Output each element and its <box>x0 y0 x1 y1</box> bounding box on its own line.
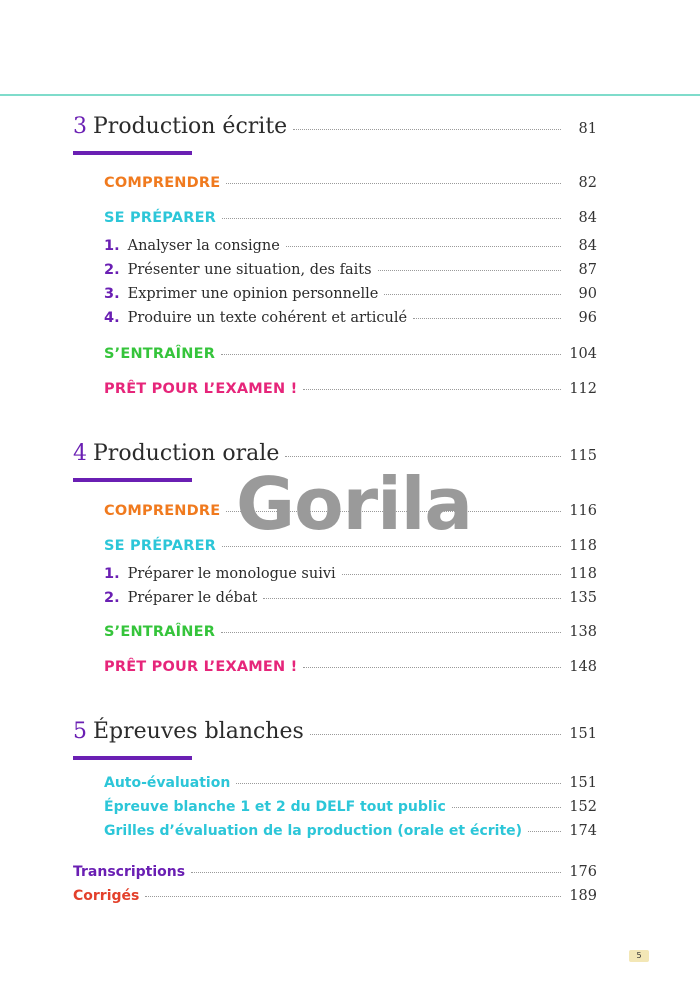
dot-leader <box>303 667 561 668</box>
page-ref: 96 <box>578 310 597 326</box>
item-number: 3. <box>104 286 120 302</box>
dot-leader <box>452 807 561 808</box>
toc-entry-epreuve-blanche[interactable] <box>0 799 700 815</box>
page-number-badge: 5 <box>629 950 649 962</box>
toc-entry-sentrainer[interactable] <box>0 624 700 640</box>
toc-entry-sentrainer[interactable] <box>0 346 700 362</box>
chapter-title: Production écrite <box>93 114 288 139</box>
toc-subentry[interactable] <box>0 566 700 582</box>
dot-leader <box>342 574 561 575</box>
page-ref: 152 <box>569 799 597 815</box>
toc-entry-grilles[interactable] <box>0 823 700 839</box>
entry-label: SE PRÉPARER <box>104 210 217 226</box>
page-ref: 189 <box>569 888 597 904</box>
dot-leader <box>222 218 561 219</box>
dot-leader <box>413 318 561 319</box>
entry-label: Auto-évaluation <box>104 775 231 791</box>
dot-leader <box>285 456 561 457</box>
toc-subentry[interactable] <box>0 238 700 254</box>
entry-label: Produire un texte cohérent et articulé <box>127 310 408 326</box>
toc-subentry[interactable] <box>0 286 700 302</box>
dot-leader <box>303 389 561 390</box>
item-number: 1. <box>104 238 120 254</box>
chapter-title: Production orale <box>93 441 280 466</box>
chapter-underline <box>73 756 192 760</box>
dot-leader <box>286 246 561 247</box>
toc-entry-corriges[interactable] <box>0 888 700 904</box>
page-ref: 87 <box>578 262 597 278</box>
page-ref: 112 <box>569 381 597 397</box>
dot-leader <box>221 354 561 355</box>
page-ref: 115 <box>569 448 597 464</box>
page-ref: 118 <box>569 538 597 554</box>
dot-leader <box>226 183 561 184</box>
dot-leader <box>222 546 561 547</box>
page-ref: 138 <box>569 624 597 640</box>
chapter-3-heading[interactable] <box>0 114 700 139</box>
page-ref: 90 <box>578 286 597 302</box>
page-ref: 176 <box>569 864 597 880</box>
entry-label: COMPRENDRE <box>104 175 221 191</box>
item-number: 2. <box>104 590 120 606</box>
chapter-underline <box>73 151 192 155</box>
entry-label: Présenter une situation, des faits <box>127 262 372 278</box>
entry-label: Exprimer une opinion personnelle <box>127 286 379 302</box>
entry-label: Corrigés <box>73 888 140 904</box>
dot-leader <box>384 294 561 295</box>
entry-label: PRÊT POUR L’EXAMEN ! <box>104 659 298 675</box>
dot-leader <box>263 598 561 599</box>
dot-leader <box>293 129 561 130</box>
toc-entry-pret-pour-examen[interactable] <box>0 659 700 675</box>
chapter-number: 4 <box>73 441 87 466</box>
entry-label: Analyser la consigne <box>127 238 280 254</box>
dot-leader <box>145 896 561 897</box>
dot-leader <box>310 734 561 735</box>
dot-leader <box>528 831 561 832</box>
item-number: 1. <box>104 566 120 582</box>
chapter-number: 5 <box>73 719 87 744</box>
page-ref: 82 <box>578 175 597 191</box>
page-ref: 118 <box>569 566 597 582</box>
dot-leader <box>236 783 561 784</box>
entry-label: Préparer le débat <box>127 590 258 606</box>
page-ref: 84 <box>578 238 597 254</box>
entry-label: S’ENTRAÎNER <box>104 346 216 362</box>
page-ref: 81 <box>578 121 597 137</box>
chapter-title: Épreuves blanches <box>93 719 304 744</box>
watermark: Gorila <box>236 462 473 546</box>
toc-entry-pret-pour-examen[interactable] <box>0 381 700 397</box>
chapter-underline <box>73 478 192 482</box>
page-ref: 151 <box>569 726 597 742</box>
entry-label: Grilles d’évaluation de la production (orale et écrite) <box>104 823 523 839</box>
entry-label: PRÊT POUR L’EXAMEN ! <box>104 381 298 397</box>
entry-label: COMPRENDRE <box>104 503 221 519</box>
chapter-number: 3 <box>73 114 87 139</box>
page-ref: 174 <box>569 823 597 839</box>
dot-leader <box>191 872 561 873</box>
page-ref: 104 <box>569 346 597 362</box>
entry-label: SE PRÉPARER <box>104 538 217 554</box>
toc-entry-auto-evaluation[interactable] <box>0 775 700 791</box>
toc-subentry[interactable] <box>0 590 700 606</box>
toc-subentry[interactable] <box>0 310 700 326</box>
top-divider <box>0 94 700 96</box>
toc-entry-transcriptions[interactable] <box>0 864 700 880</box>
toc-subentry[interactable] <box>0 262 700 278</box>
dot-leader <box>378 270 561 271</box>
entry-label: Préparer le monologue suivi <box>127 566 336 582</box>
entry-label: Épreuve blanche 1 et 2 du DELF tout public <box>104 799 446 815</box>
page-ref: 84 <box>578 210 597 226</box>
dot-leader <box>221 632 561 633</box>
page-ref: 135 <box>569 590 597 606</box>
page-ref: 151 <box>569 775 597 791</box>
entry-label: Transcriptions <box>73 864 186 880</box>
item-number: 4. <box>104 310 120 326</box>
toc-entry-se-preparer[interactable] <box>0 210 700 226</box>
chapter-5-heading[interactable] <box>0 719 700 744</box>
page-ref: 116 <box>569 503 597 519</box>
page-ref: 148 <box>569 659 597 675</box>
entry-label: S’ENTRAÎNER <box>104 624 216 640</box>
toc-entry-comprendre[interactable] <box>0 175 700 191</box>
item-number: 2. <box>104 262 120 278</box>
